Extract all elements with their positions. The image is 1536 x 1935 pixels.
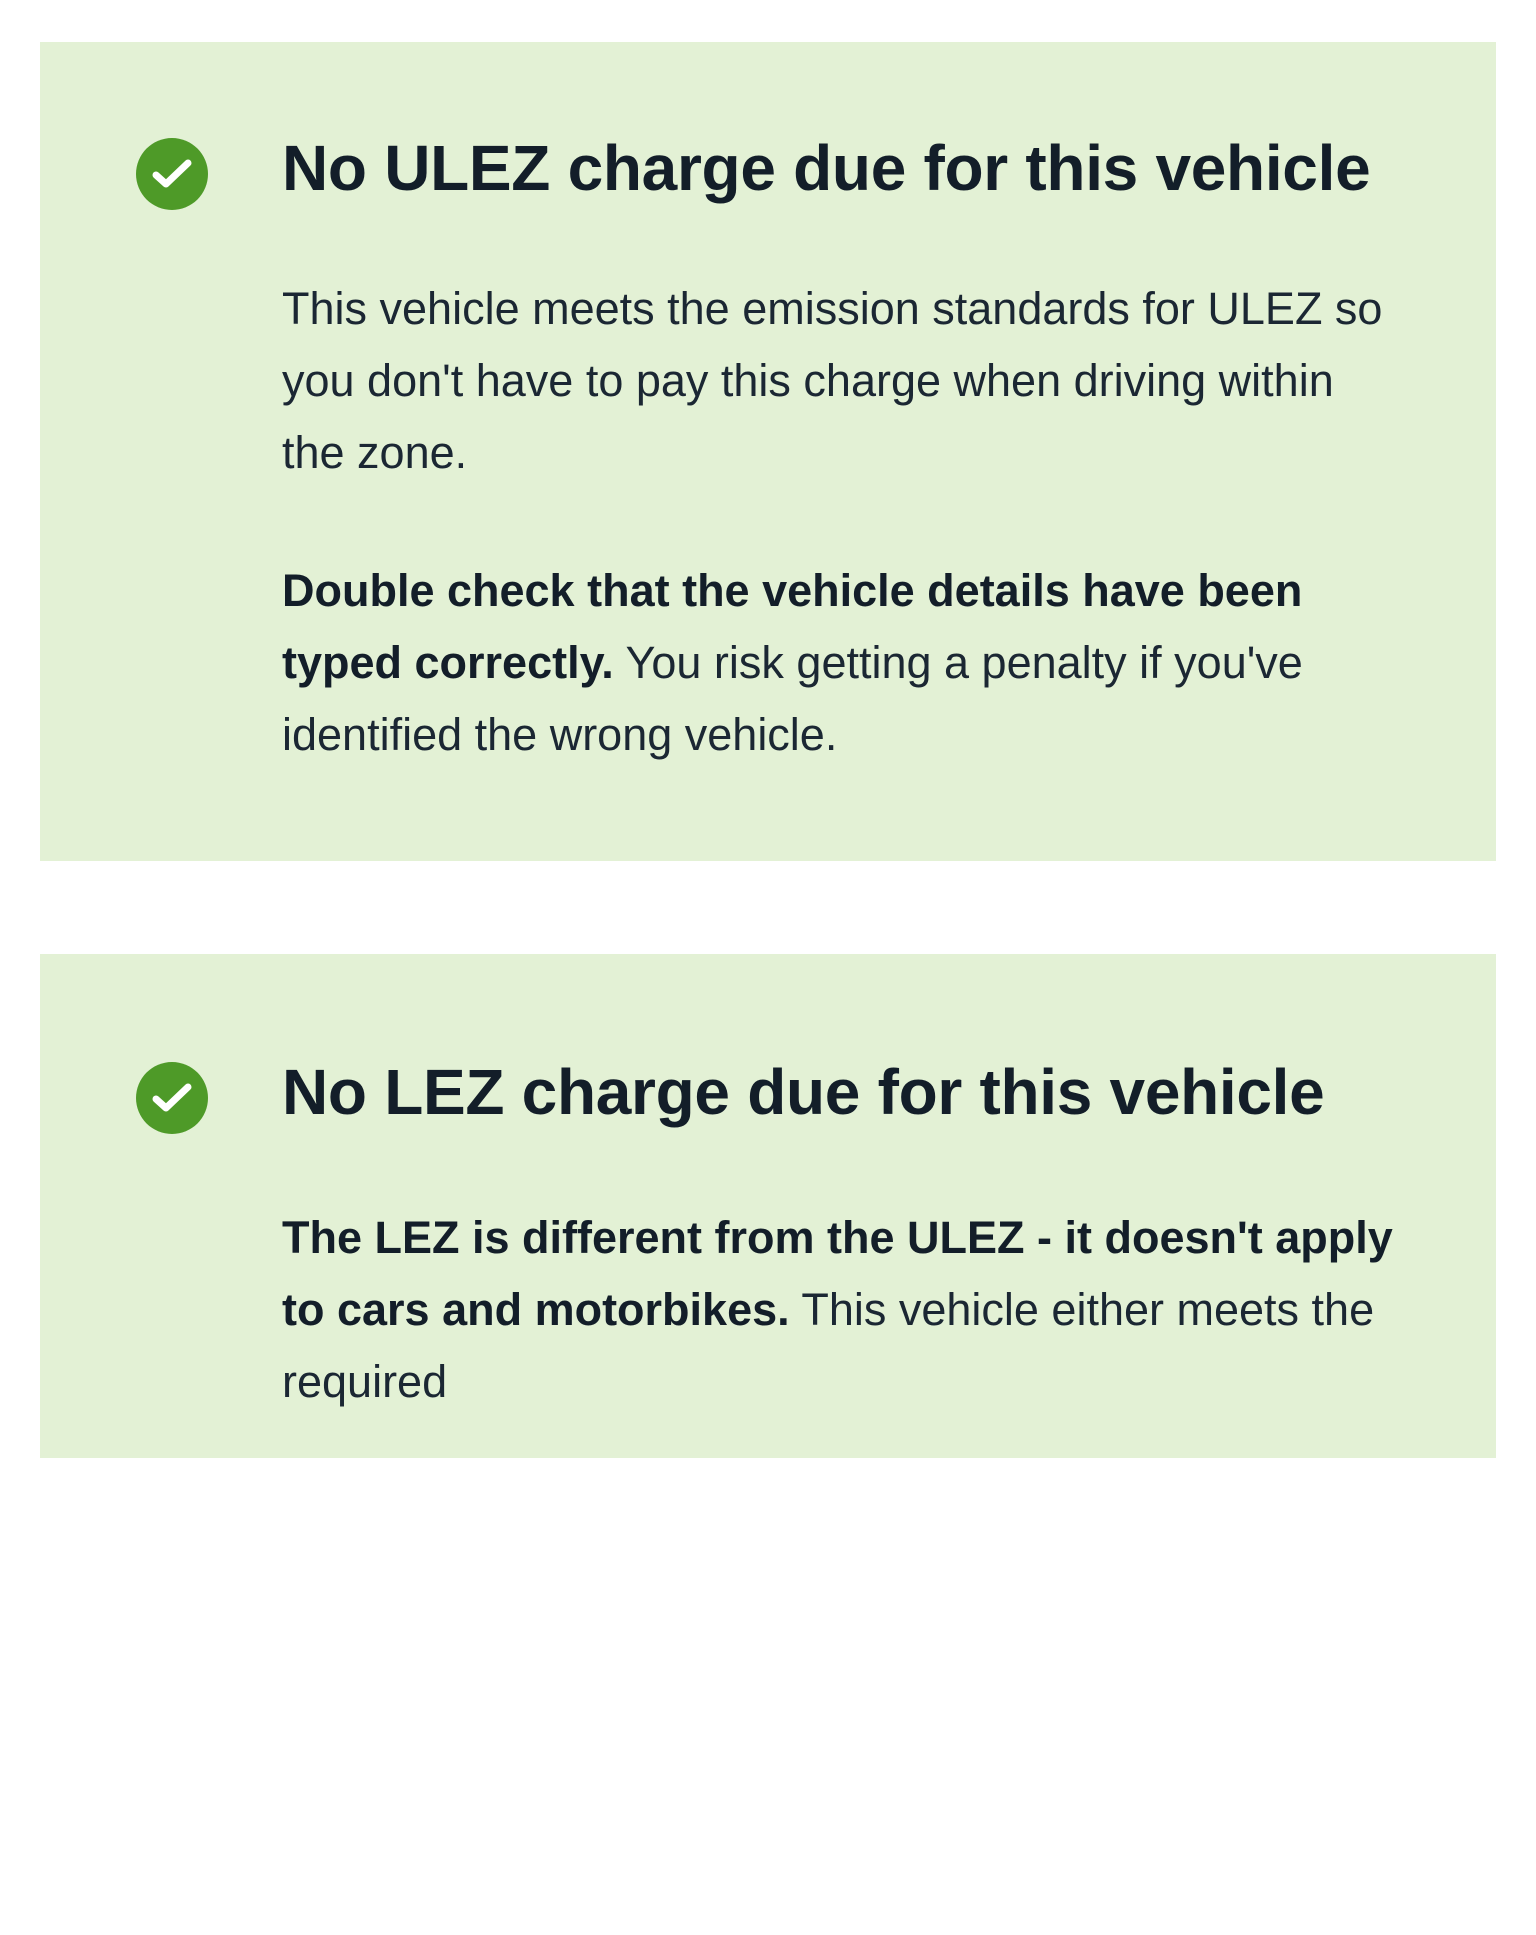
lez-card-content: [282, 1044, 1400, 1417]
lez-result-card: [40, 954, 1496, 1457]
lez-card-inner: [136, 1044, 1400, 1417]
check-circle-icon: [136, 1062, 208, 1134]
ulez-card-inner: [136, 120, 1400, 771]
ulez-card-content: [282, 120, 1400, 771]
lez-icon-wrap: [136, 1044, 282, 1134]
ulez-double-check-rest: You risk getting a penalty if you've identified the wrong vehicle.: [282, 637, 1303, 761]
ulez-paragraph-double-check: [282, 555, 1400, 771]
check-circle-icon: [136, 138, 208, 210]
ulez-card-title: No ULEZ charge due for this vehicle: [282, 132, 1371, 204]
ulez-icon-wrap: [136, 120, 282, 210]
ulez-double-check-bold: Double check that the vehicle details have been typed correctly.: [282, 565, 1303, 689]
ulez-result-card: [40, 42, 1496, 861]
lez-paragraph-different: [282, 1202, 1400, 1418]
lez-card-title: No LEZ charge due for this vehicle: [282, 1056, 1325, 1129]
lez-different-rest: This vehicle either meets the required: [282, 1283, 1375, 1407]
ulez-paragraph-standards: This vehicle meets the emission standards for ULEZ so you don't have to pay this charge when driving within the zone.: [282, 283, 1383, 479]
lez-different-bold: The LEZ is different from the ULEZ - it doesn't apply to cars and motorbikes.: [282, 1211, 1393, 1335]
